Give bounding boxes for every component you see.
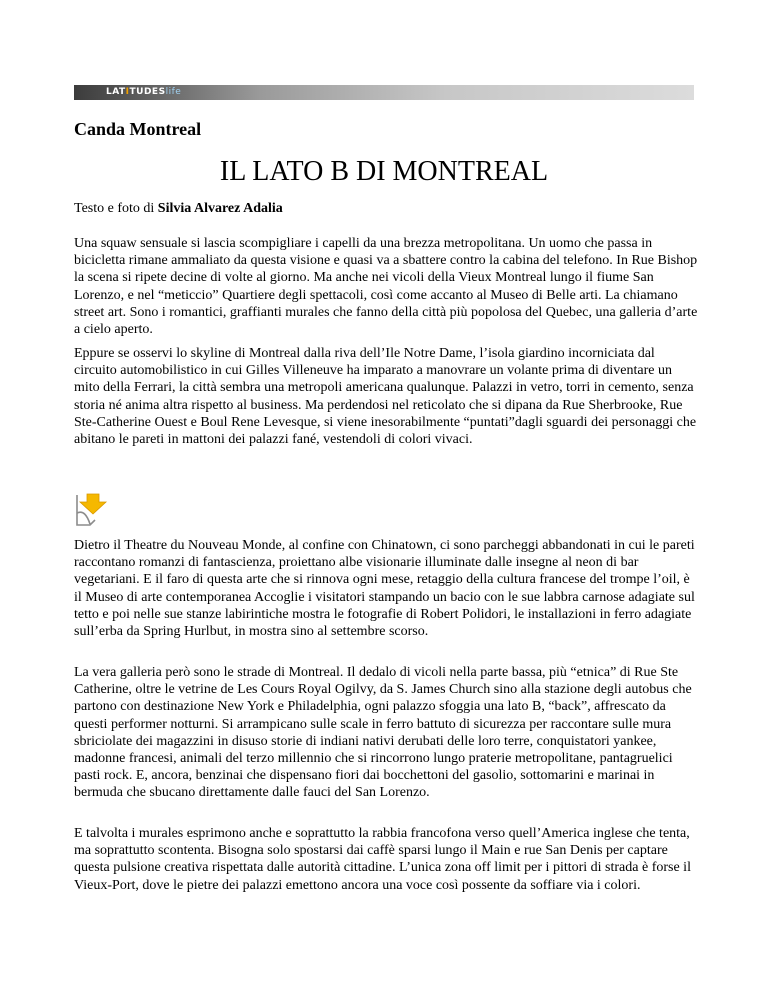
article-title: IL LATO B DI MONTREAL: [219, 156, 549, 187]
site-banner: [74, 85, 694, 100]
author-name: Silvia Alvarez Adalia: [157, 201, 283, 216]
download-document-icon[interactable]: [74, 491, 114, 531]
article-paragraph: La vera galleria però sono le strade di Montreal. Il dedalo di vicoli nella parte bassa, più “etnica” di Rue Ste Catherine, oltre le vetrine de Les Cours Royal Ogilvy, da S. James Church sino alla stazione degli autobus che partono con destinazione New York e Philadelphia, ogni palazzo sfoggia una lato B, “back”, affrescato da questi performer notturni. Si arrampicano sulle scale in ferro battuto di sicurezza per raccontare sulle mura sbriciolate dei magazzini in disuso storie di indiani nativi derubati delle loro terre, conquistatori yankee, madonne francesi, animali del terzo millennio che si rincorrono lungo praterie metropolitane, pantagruelici pasti rock. E, ancora, benzinai che dispensano fiori dai bocchettoni del gasolio, sottomarini e marinai in bermuda che sbucano direttamente dalle fauci del San Lorenzo.: [74, 665, 692, 801]
site-logo[interactable]: LATITUDESlife: [106, 87, 182, 97]
article-paragraph: Una squaw sensuale si lascia scompigliare i capelli da una brezza metropolitana. Un uomo che passa in bicicletta rimane ammaliato da questa visione e quasi va a sbattere contro la cabina del telefono. In Rue Bishop la scena si ripete decine di volte al giorno. Ma anche nei vicoli della Vieux Montreal lungo il fiume San Lorenzo, e nel “meticcio” Quartiere degli spettacoli, così come accanto al Museo di Belle arti. La chiamano street art. Sono i romantici, graffianti murales che fanno della città più popolosa del Quebec, una galleria d’arte a cielo aperto.: [74, 236, 698, 338]
byline-prefix: Testo e foto di: [74, 201, 158, 216]
article-paragraph: Eppure se osservi lo skyline di Montreal dalla riva dell’Ile Notre Dame, l’isola giardino incorniciata dal circuito automobilistico in cui Gilles Villeneuve ha imparato a manovrare un volante prima di diventare un mito della Ferrari, la città sembra una metropoli americana qualunque. Palazzi in vetro, torri in cemento, senza storia né anima altra rispetto al business. Ma perdendosi nel reticolato che si dipana da Rue Sherbrooke, Rue Ste-Catherine Ouest e Boul Rene Levesque, si viene inesorabilmente “puntati”dagli sguardi dei personaggi che abitano le pareti in mattoni dei palazzi fané, vestendoli di colori vivaci.: [74, 346, 697, 448]
article-paragraph: E talvolta i murales esprimono anche e soprattutto la rabbia francofona verso quell’America inglese che tenta, ma soprattutto scontenta. Bisogna solo spostarsi dai caffè sparsi lungo il Main e rue San Denis per captare questa pulsione creativa rispettata dalle autorità cittadine. L’unica zona off limit per i pittori di strada è forse il Vieux-Port, dove le pietre dei palazzi emettono ancora una voce così possente da soffiare via i colori.: [74, 826, 691, 893]
article-country: Canda Montreal: [74, 119, 202, 139]
article-byline: [74, 200, 283, 217]
article-paragraph: Dietro il Theatre du Nouveau Monde, al confine con Chinatown, ci sono parcheggi abbandonati in cui le pareti raccontano romanzi di fantascienza, proiettano albe visionarie illuminate dalle insegne al neon di bar vegetariani. E il faro di questa arte che si rinnova ogni mese, retaggio della cultura francese del trompe l’oil, è il Museo di arte contemporanea Accoglie i visitatori stampando un bacio con le sue labbra carnose adagiate sul tetto e poi nelle sue stanze labirintiche mostra le fotografie di Robert Polidori, le installazioni in ferro adagiate sull’erba da Spring Hurlbut, in mostra sino al settembre scorso.: [74, 538, 695, 640]
